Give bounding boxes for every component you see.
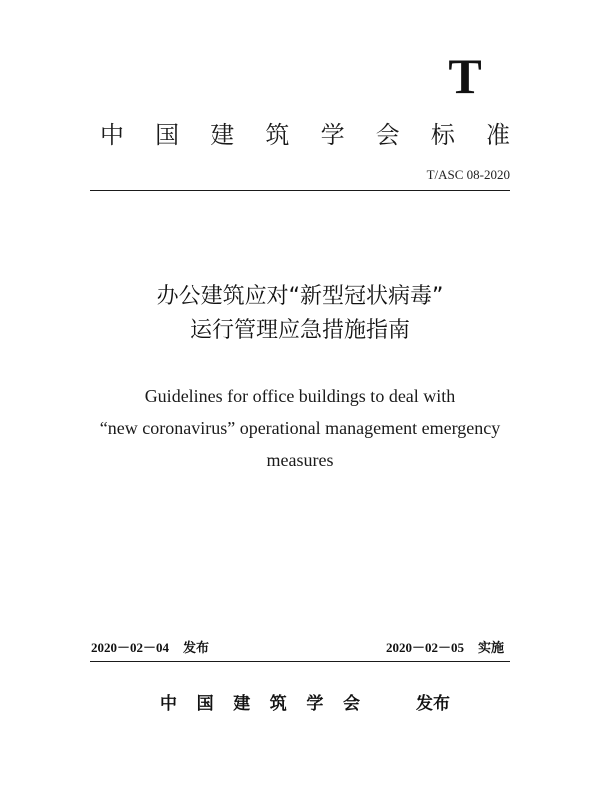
publisher-char: 国 [196,694,214,714]
org-char: 筑 [265,121,290,149]
issue-date: 2020－02－04 [91,640,170,655]
publisher-name [160,690,360,718]
issue-label: 发布 [183,641,210,656]
org-char: 准 [485,121,510,149]
org-char: 中 [100,121,124,149]
org-char: 建 [210,121,235,149]
english-title-line-3: measures [266,450,334,470]
publisher-line [160,690,450,718]
standard-organization-heading [100,115,510,155]
implementation-label: 实施 [477,641,504,656]
chinese-title-line-1: 办公建筑应对“新型冠状病毒” [156,284,444,309]
issue-date-block [91,638,209,659]
english-title [50,380,550,476]
publish-label: 发布 [416,694,450,714]
org-char: 学 [320,121,345,149]
publisher-char: 建 [233,694,251,714]
publisher-char: 学 [306,694,324,714]
chinese-title-line-2: 运行管理应急措施指南 [189,318,410,343]
org-char: 国 [155,121,180,149]
implementation-date: 2020－02－05 [385,640,464,655]
header-divider [90,190,510,191]
publisher-char: 中 [160,694,177,714]
standard-type-mark: T [448,48,482,104]
org-char: 会 [375,121,400,149]
english-title-line-1: Guidelines for office buildings to deal with [144,386,456,406]
standard-number: T/ASC 08-2020 [426,167,510,182]
publisher-char: 筑 [269,694,287,714]
english-title-line-2: “new coronavirus” operational management emergency [99,418,501,438]
org-char: 标 [430,121,455,149]
implementation-date-block [386,638,504,659]
footer-divider [90,661,510,662]
publisher-char: 会 [342,694,360,714]
